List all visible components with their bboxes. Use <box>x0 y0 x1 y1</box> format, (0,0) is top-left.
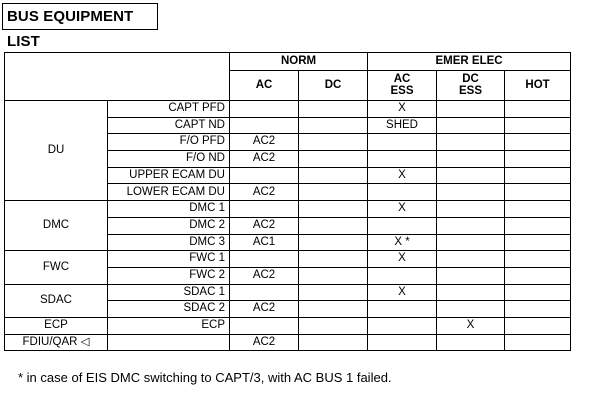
table-row <box>5 334 571 351</box>
ac-ess-cell <box>368 151 437 168</box>
header-ac-ess-line2: ESS <box>390 84 414 97</box>
dc-ess-cell <box>437 151 505 168</box>
dc-ess-cell <box>437 101 505 118</box>
table-row <box>5 201 571 218</box>
ac-cell: AC2 <box>230 267 299 284</box>
header-dc-ess-line1: DC <box>462 73 479 85</box>
group-ecp: ECP <box>5 317 108 334</box>
dc-ess-cell <box>437 201 505 218</box>
ac-ess-cell: SHED <box>368 117 437 134</box>
dc-cell <box>299 151 368 168</box>
ac-cell <box>230 201 299 218</box>
dc-ess-cell <box>437 217 505 234</box>
header-norm: NORM <box>230 53 368 71</box>
hot-cell <box>505 334 571 351</box>
ac-ess-cell <box>368 317 437 334</box>
equipment-cell: CAPT ND <box>108 117 230 134</box>
equipment-cell: DMC 3 <box>108 234 230 251</box>
ac-cell: AC2 <box>230 134 299 151</box>
header-hot: HOT <box>505 71 571 101</box>
equipment-cell: FWC 2 <box>108 267 230 284</box>
ac-cell <box>230 101 299 118</box>
ac-cell: AC2 <box>230 301 299 318</box>
dc-ess-cell <box>437 301 505 318</box>
dc-cell <box>299 234 368 251</box>
ac-ess-cell: X <box>368 201 437 218</box>
dc-ess-cell <box>437 134 505 151</box>
ac-cell: AC1 <box>230 234 299 251</box>
equipment-cell: F/O PFD <box>108 134 230 151</box>
hot-cell <box>505 101 571 118</box>
equipment-cell: DMC 2 <box>108 217 230 234</box>
dc-cell <box>299 334 368 351</box>
dc-ess-cell <box>437 234 505 251</box>
hot-cell <box>505 301 571 318</box>
hot-cell <box>505 167 571 184</box>
dc-cell <box>299 267 368 284</box>
equipment-cell: LOWER ECAM DU <box>108 184 230 201</box>
hot-cell <box>505 201 571 218</box>
dc-cell <box>299 317 368 334</box>
dc-cell <box>299 184 368 201</box>
header-dc-ess-line2: ESS <box>459 84 483 97</box>
hot-cell <box>505 117 571 134</box>
ac-ess-cell <box>368 334 437 351</box>
dc-ess-cell <box>437 334 505 351</box>
dc-ess-cell <box>437 267 505 284</box>
ac-cell <box>230 251 299 268</box>
header-ac-ess-line1: AC <box>393 73 411 85</box>
dc-cell <box>299 201 368 218</box>
table-row <box>5 251 571 268</box>
footnote: * in case of EIS DMC switching to CAPT/3, with AC BUS 1 failed. <box>18 370 392 385</box>
hot-cell <box>505 151 571 168</box>
equipment-cell: FWC 1 <box>108 251 230 268</box>
ac-ess-cell <box>368 217 437 234</box>
hot-cell <box>505 267 571 284</box>
equipment-cell: CAPT PFD <box>108 101 230 118</box>
dc-cell <box>299 251 368 268</box>
equipment-cell: DMC 1 <box>108 201 230 218</box>
header-ac: AC <box>230 71 299 101</box>
equipment-cell: ECP <box>108 317 230 334</box>
table-row <box>5 317 571 334</box>
hot-cell <box>505 317 571 334</box>
ac-cell <box>230 117 299 134</box>
group-fdiu-qar: FDIU/QAR ◁ <box>5 334 108 351</box>
header-emer-elec: EMER ELEC <box>368 53 571 71</box>
dc-cell <box>299 284 368 301</box>
ac-ess-cell: X <box>368 251 437 268</box>
group-sdac: SDAC <box>5 284 108 317</box>
ac-ess-cell: X <box>368 101 437 118</box>
group-du: DU <box>5 101 108 201</box>
ac-ess-cell: X * <box>368 234 437 251</box>
table-row <box>5 284 571 301</box>
equipment-cell <box>108 334 230 351</box>
ac-ess-cell: X <box>368 284 437 301</box>
group-fwc: FWC <box>5 251 108 284</box>
ac-cell: AC2 <box>230 184 299 201</box>
dc-ess-cell <box>437 284 505 301</box>
hot-cell <box>505 251 571 268</box>
ac-cell: AC2 <box>230 334 299 351</box>
header-row-1 <box>5 53 571 71</box>
dc-cell <box>299 217 368 234</box>
hot-cell <box>505 184 571 201</box>
header-ac-ess <box>368 71 437 101</box>
hot-cell <box>505 217 571 234</box>
ac-ess-cell <box>368 267 437 284</box>
ac-cell: AC2 <box>230 151 299 168</box>
group-dmc: DMC <box>5 201 108 251</box>
dc-cell <box>299 117 368 134</box>
header-blank-cell <box>5 53 230 101</box>
table-row <box>5 101 571 118</box>
dc-ess-cell <box>437 167 505 184</box>
dc-cell <box>299 301 368 318</box>
dc-cell <box>299 134 368 151</box>
dc-ess-cell <box>437 251 505 268</box>
hot-cell <box>505 284 571 301</box>
hot-cell <box>505 234 571 251</box>
hot-cell <box>505 134 571 151</box>
ac-cell <box>230 284 299 301</box>
dc-cell <box>299 101 368 118</box>
equipment-cell: SDAC 2 <box>108 301 230 318</box>
ac-ess-cell <box>368 301 437 318</box>
dc-ess-cell <box>437 117 505 134</box>
dc-ess-cell <box>437 184 505 201</box>
dc-cell <box>299 167 368 184</box>
equipment-cell: UPPER ECAM DU <box>108 167 230 184</box>
ac-cell <box>230 167 299 184</box>
ac-ess-cell: X <box>368 167 437 184</box>
ac-cell <box>230 317 299 334</box>
page-title: BUS EQUIPMENT LIST <box>2 3 158 30</box>
header-dc-ess <box>437 71 505 101</box>
header-dc: DC <box>299 71 368 101</box>
ac-cell: AC2 <box>230 217 299 234</box>
ac-ess-cell <box>368 184 437 201</box>
ac-ess-cell <box>368 134 437 151</box>
bus-equipment-table <box>4 52 571 351</box>
dc-ess-cell: X <box>437 317 505 334</box>
equipment-cell: SDAC 1 <box>108 284 230 301</box>
equipment-cell: F/O ND <box>108 151 230 168</box>
